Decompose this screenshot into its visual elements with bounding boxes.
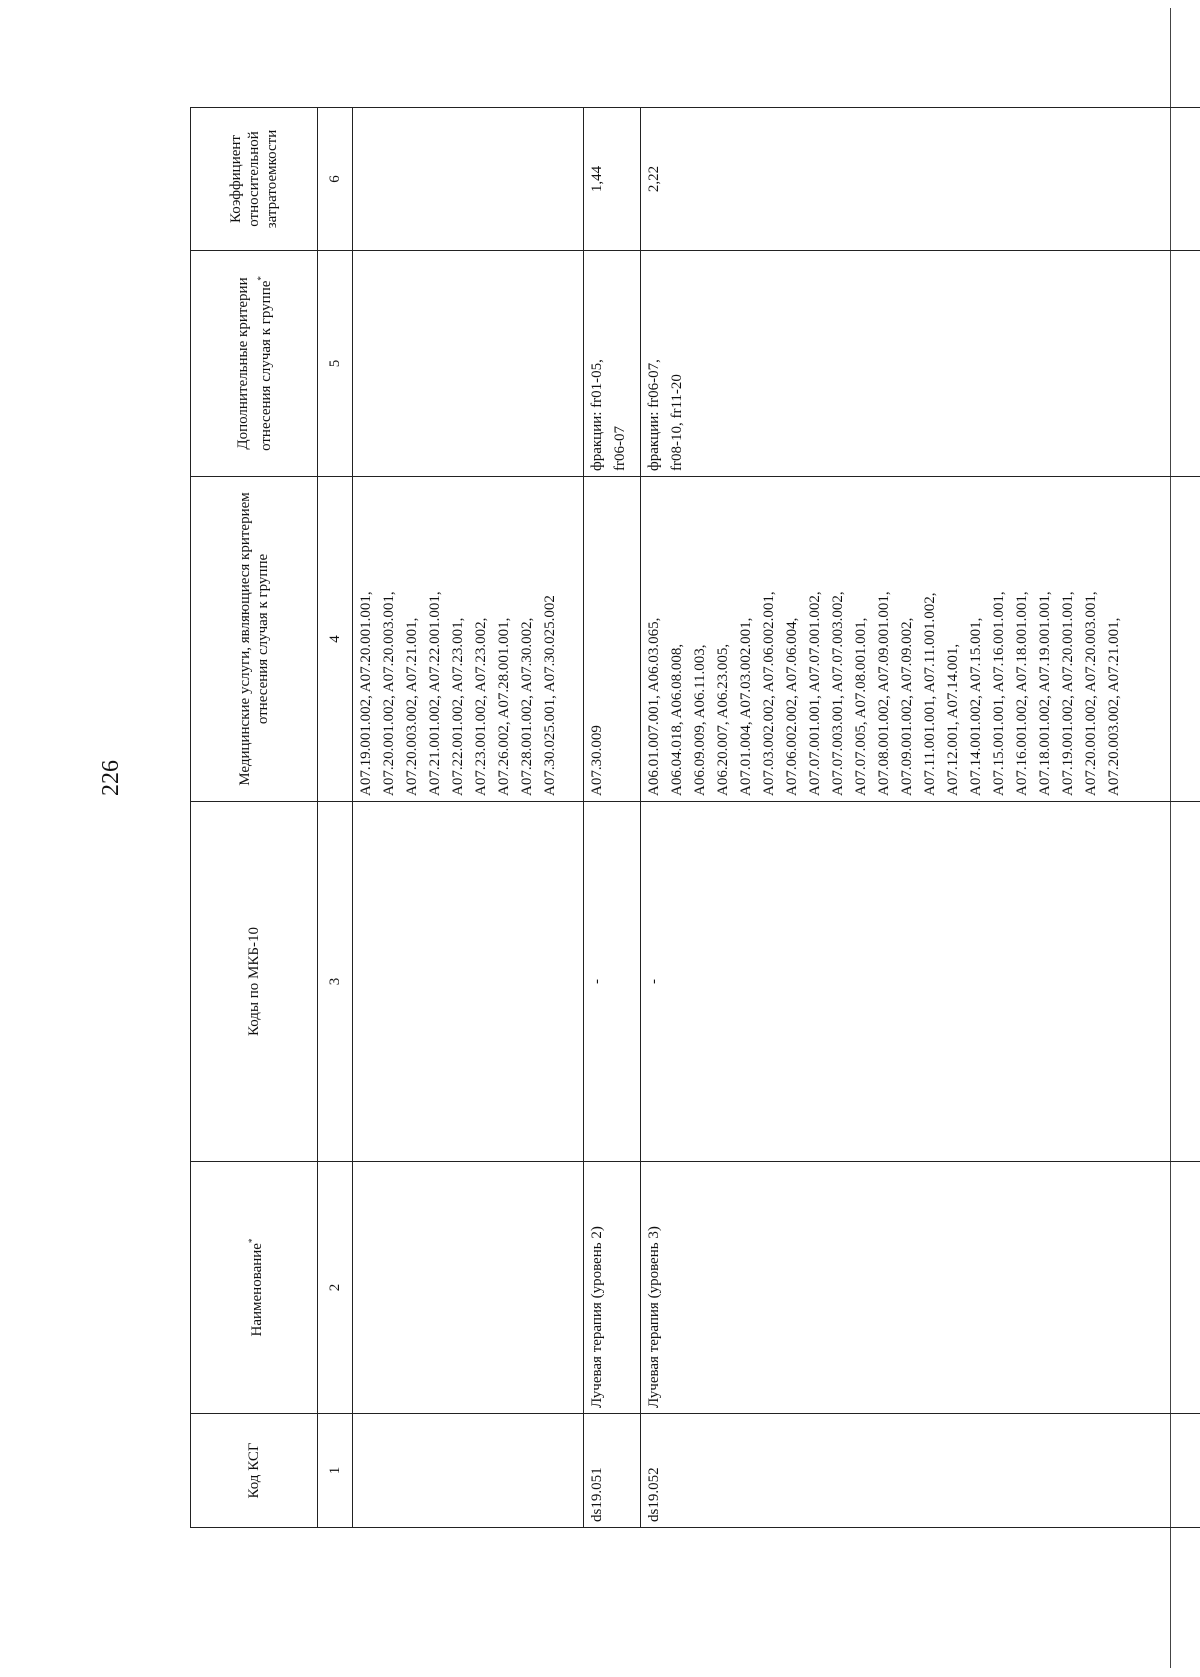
coefficient-cell: 2,22 <box>641 108 1200 251</box>
ksg-code-cell: ds19.052 <box>641 1414 1200 1528</box>
ksg-code-cell: ds19.051 <box>584 1414 641 1528</box>
table-header-row <box>191 108 318 1528</box>
criteria-cell <box>353 251 584 477</box>
coefficient-cell: 1,44 <box>584 108 641 251</box>
criteria-cell: фракции: fr01-05, fr06-07 <box>584 251 641 477</box>
header-extra-criteria: Дополнительные критерии отнесения случая к группе* <box>191 251 318 477</box>
page-number: 226 <box>98 760 124 796</box>
table-row <box>641 108 1200 1528</box>
table-row <box>353 108 584 1528</box>
header-coefficient: Коэффициент относительной затратоемкости <box>191 108 318 251</box>
services-cell: A07.19.001.002, A07.20.001.001, A07.20.001.002, A07.20.003.001, A07.20.003.002, A07.21.001, A07.21.001.002, A07.22.001.001, A07.22.001.002, A07.23.001, A07.23.001.002, A07.23.002, A07.26.002, A07.28.001.001, A07.28.001.002, A07.30.002, A07.30.025.001, A07.30.025.002 <box>353 477 584 802</box>
services-cell: A06.01.007.001, A06.03.065, A06.04.018, A06.08.008, A06.09.009, A06.11.003, A06.20.007, A06.23.005, A07.01.004, A07.03.002.001, A07.03.002.002, A07.06.002.001, A07.06.002.002, A07.06.004, A07.07.001.001, A07.07.001.002, A07.07.003.001, A07.07.003.002, A07.07.005, A07.08.001.001, A07.08.001.002, A07.09.001.001, A07.09.001.002, A07.09.002, A07.11.001.001, A07.11.001.002, A07.12.001, A07.14.001, A07.14.001.002, A07.15.001, A07.15.001.001, A07.16.001.001, A07.16.001.002, A07.18.001.001, A07.18.001.002, A07.19.001.001, A07.19.001.002, A07.20.001.001, A07.20.001.002, A07.20.003.001, A07.20.003.002, A07.21.001, <box>641 477 1200 802</box>
ksg-table <box>190 107 1200 1528</box>
column-number: 1 <box>318 1414 353 1528</box>
name-cell: Лучевая терапия (уровень 2) <box>584 1162 641 1414</box>
coefficient-cell <box>353 108 584 251</box>
mkb-cell: - <box>641 802 1200 1162</box>
column-number-row <box>318 108 353 1528</box>
column-number: 3 <box>318 802 353 1162</box>
criteria-cell: фракции: fr06-07, fr08-10, fr11-20 <box>641 251 1200 477</box>
column-number: 4 <box>318 477 353 802</box>
column-number: 5 <box>318 251 353 477</box>
mkb-cell: - <box>584 802 641 1162</box>
header-mkb-codes: Коды по МКБ-10 <box>191 802 318 1162</box>
services-cell: A07.30.009 <box>584 477 641 802</box>
column-number: 6 <box>318 108 353 251</box>
ksg-code-cell <box>353 1414 584 1528</box>
header-ksg-code: Код КСГ <box>191 1414 318 1528</box>
name-cell: Лучевая терапия (уровень 3) <box>641 1162 1200 1414</box>
header-name: Наименование* <box>191 1162 318 1414</box>
rotated-table-container <box>190 108 1200 1528</box>
header-services: Медицинские услуги, являющиеся критерием отнесения случая к группе <box>191 477 318 802</box>
column-number: 2 <box>318 1162 353 1414</box>
table-row <box>584 108 641 1528</box>
name-cell <box>353 1162 584 1414</box>
mkb-cell <box>353 802 584 1162</box>
